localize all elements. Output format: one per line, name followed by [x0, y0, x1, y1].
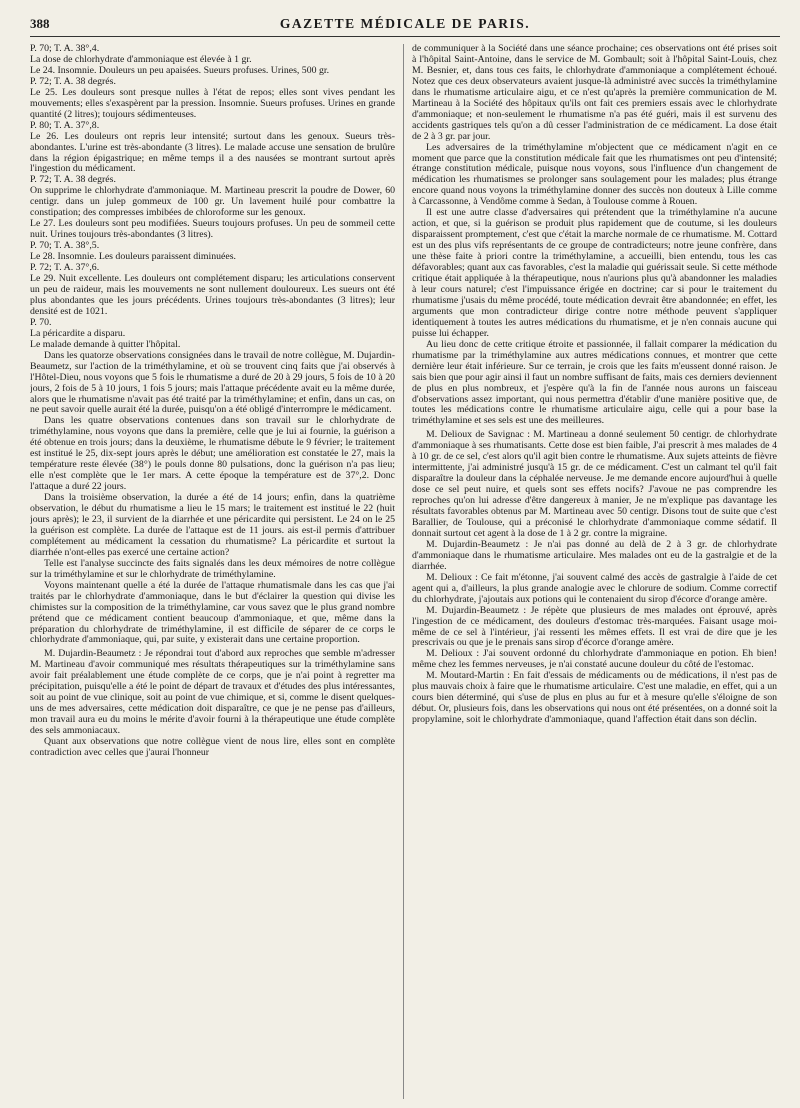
paragraph: Le 27. Les douleurs sont peu modifiées. Sueurs toujours profuses. Un peu de sommeil cette nuit. Urines toujours très-abondantes (3 litres). — [30, 218, 395, 241]
left-column — [30, 44, 395, 1099]
page-number: 388 — [30, 16, 50, 31]
paragraph: M. Dujardin-Beaumetz : Je répète que plusieurs de mes malades ont éprouvé, après l'ingestion de ce médicament, des douleurs d'estomac très-marquées. Faisant usage moi-même de ce sel à l'intérieur, j'ai ressenti les mêmes effets. Il est vrai de dire que je les prescrivais ou que je le prenais sans sirop d'écorce d'orange amère. — [412, 604, 777, 649]
paragraph: M. Dujardin-Beaumetz : Je répondrai tout d'abord aux reproches que semble m'adresser M. Martineau d'avoir communiqué mes résultats thérapeutiques sur la triméthylamine sans avoir fait préalablement une étude complète de ce corps, que je n'ai point à regretter ma précipitation, puisqu'elle a été le point de départ de travaux et d'études des plus intéressantes, soit au point de vue clinique, soit au point de vue chimique, et si, comme le disent quelques-uns de mes adversaires, cette médication doit disparaître, ce que je ne pense pas d'ailleurs, mon travail aura eu du moins le mérite d'avoir fourni à la thérapeutique une étude complète des sels ammoniacaux. — [30, 648, 395, 737]
paragraph: Telle est l'analyse succincte des faits signalés dans les deux mémoires de notre collègue sur la triméthylamine et sur le chlorhydrate de triméthylamine. — [30, 557, 395, 580]
paragraph: P. 72; T. A. 38 degrés. — [30, 75, 116, 87]
paragraph: P. 72; T. A. 38 degrés. — [30, 174, 116, 186]
paragraph: Le 29. Nuit excellente. Les douleurs ont complétement disparu; les articulations conservent un peu de raideur, mais les mouvements ne sont nullement douloureux. Les sueurs ont été plus abondantes que les jours précédents. Urines toujours très-abondantes (3 litres); leur densité est de 1021. — [30, 273, 395, 317]
paragraph: M. Delioux : J'ai souvent ordonné du chlorhydrate d'ammoniaque en potion. Eh bien! même chez les femmes nerveuses, je n'ai constaté aucune douleur du côté de l'estomac. — [412, 648, 777, 671]
paragraph: P. 80; T. A. 37°,8. — [30, 119, 100, 131]
paragraph: M. Delioux de Savignac : M. Martineau a donné seulement 50 centigr. de chlorhydrate d'ammoniaque à ses rhumatisants. Cette dose est bien faible, J'ai prescrit à mes malades de 4 à 10 gr. de ce sel, c'est alors qu'il agit bien contre le rhumatisme. Aux sujets atteints de fièvre intermittente, j'ai administré jusqu'à 15 gr. de ce médicament. C'est un calmant tel qu'il fait disparaître la douleur dans la céphalée nerveuse. Je me demande encore aujourd'hui à quelle dose ce sel peut nuire, et quels sont ses effets nocifs? J'avoue ne pas comprendre les reproches qu'on lui adresse d'être dangereux à manier, Je ne m'explique pas davantage les résultats favorables obtenus par M. Martineau avec 50 centigr. Disons tout de suite que c'est Barallier, de Toulouse, qui a préconisé le chlorhydrate d'ammoniaque comme sédatif. Il donnait surtout cet agent à la dose de 1 à 2 gr. contre la migraine. — [412, 429, 777, 539]
journal-title: GAZETTE MÉDICALE DE PARIS. — [279, 16, 531, 31]
paragraph: M. Dujardin-Beaumetz : Je n'ai pas donné au delà de 2 à 3 gr. de chlorhydrate d'ammoniaque dans le rhumatisme articulaire. Mes malades ont eu de la gastralgie et de la diarrhée. — [412, 538, 777, 572]
paragraph: Le 24. Insomnie. Douleurs un peu apaisées. Sueurs profuses. Urines, 500 gr. — [30, 64, 330, 76]
header-rule — [30, 36, 780, 37]
paragraph: Il est une autre classe d'adversaires qui prétendent que la triméthylamine n'a aucune action, et que, si la guérison se produit plus rapidement que de coutume, si les douleurs disparaissent promptement, c'est que c'était la marche normale de ce rhumatisme. M. Cottard est un des plus vifs représentants de ce groupe de contradicteurs; notre jeune confrère, dans une thèse faite à priori contre la triméthylamine, a accueilli, bien entendu, tous les cas défavorables; quant aux cas favorables, c'est la maladie qui guérissait seule. Si cette méthode critique était appliquée à la thérapeutique, nous n'aurions plus qu'à abandonner les maladies à leur cours naturel; c'est l'impuissance érigée en doctrine; car si pour le traitement du rhumatisme j'usais du même procédé, toute médication devrait être abandonnée; en effet, les arguments que mon contradicteur dirige contre notre méthode peuvent s'appliquer identiquement à toutes les autres médications du rhumatisme, et je n'en connais aucune qui puisse lui échapper. — [412, 207, 777, 339]
paragraph: de communiquer à la Société dans une séance prochaine; ces observations ont été prises soit à l'hôpital Saint-Antoine, dans le service de M. Gombault; soit à l'hôpital Saint-Louis, chez M. Besnier, et, dans tous ces faits, le chlorhydrate d'ammoniaque a complétement échoué. Notez que ces deux observateurs avaient jusque-là administré avec succès la triméthylamine dans le rhumatisme articulaire aigu, et ce n'est qu'après la première communication de M. Martineau à la Société des hôpitaux qu'ils ont fait ces premiers essais avec le chlorhydrate d'ammoniaque; et non-seulement le rhumatisme n'a pas été guéri, mais il est survenu des accidents gastriques tels qu'on a dû cesser l'administration de ce médicament. La dose était de 2 à 3 gr. par jour. — [412, 44, 777, 142]
right-column — [412, 44, 777, 1099]
column-divider — [403, 44, 404, 1099]
paragraph: La dose de chlorhydrate d'ammoniaque est élevée à 1 gr. — [30, 53, 252, 65]
paragraph: Les adversaires de la triméthylamine m'objectent que ce médicament n'agit en ce moment que parce que la constitution médicale fait que les rhumatismes ont peu d'intensité; étrange constitution médicale, puisque nous voyons, sous l'influence d'un changement de médication les rhumatismes se prolonger sans soulagement pour les malades; plus étrange encore quand nous voyons la triméthylamine donner des succès non douteux à Lille comme à Carcassonne, à Vendôme comme à Sedan, à Toulouse comme à Rouen. — [412, 141, 777, 208]
paragraph: Dans la troisième observation, la durée a été de 14 jours; enfin, dans la quatrième observation, le début du rhumatisme a lieu le 15 mars; le traitement est institué le 22 (huit jours après); le 23, il survient de la diarrhée et une péricardite qui persistent. Le 24 on le 25 la guérison est complète. La durée de l'attaque est de 11 jours. ais est-il permis d'attribuer complétement au médicament la cessation du rhumatisme? La péricardite et surtout la diarrhée n'ont-elles pas exercé une certaine action? — [30, 492, 395, 558]
paragraph: Au lieu donc de cette critique étroite et passionnée, il fallait comparer la médication du rhumatisme par la triméthylamine aux autres médications connues, et montrer que cette dernière leur était inférieure. Sur ce terrain, je crois que les faits m'eussent donné raison. Je sais bien que pour agir ainsi il faut un nombre suffisant de faits, mais ces derniers deviennent de plus en plus nombreux, et j'espère qu'à la fin de l'année nous aurons un faisceau d'observations assez important, qui nous permettra d'établir d'une manière positive que, de toutes les médications contre le rhumatisme articulaire aigu, celle qui a pour base la triméthylamine et ses sels est une des meilleures. — [412, 338, 777, 427]
paragraph: Le 28. Insomnie. Les douleurs paraissent diminuées. — [30, 251, 236, 263]
paragraph: P. 70. — [30, 316, 52, 328]
paragraph: Le 26. Les douleurs ont repris leur intensité; surtout dans les genoux. Sueurs très-abondantes. L'urine est très-abondante (3 litres). Le malade accuse une sensation de brulûre dans la région épigastrique; en même temps il a des nausées se montrant surtout après l'ingestion du médicament. — [30, 130, 395, 175]
paragraph: M. Delioux : Ce fait m'étonne, j'ai souvent calmé des accès de gastralgie à l'aide de cet agent qui a, d'ailleurs, la plus grande analogie avec le chlorure de sodium. Comme correctif du chlorhydrate, j'ajoutais aux potions qui le contenaient du sirop d'écorce d'orange amère. — [412, 571, 777, 605]
paragraph: Dans les quatre observations contenues dans son travail sur le chlorhydrate de triméthylamine, nous voyons que dans la première, celle que je lui ai fournie, la guérison a été obtenue en trois jours; dans la deuxième, le rhumatisme débute le 9 février; le traitement est institué le 25, dix-sept jours après le début; une amélioration est constatée le 27, mais la température reste élevée (38°) le pouls donne 80 pulsations, donc la guérison n'a pas lieu; elle n'est complète que le 1er mars. A cette époque la température est de 37°,2. Donc l'attaque a duré 22 jours. — [30, 415, 395, 493]
paragraph: P. 70; T. A. 38°,5. — [30, 240, 100, 252]
paragraph: Quant aux observations que notre collègue vient de nous lire, elles sont en complète contradiction avec celles que j'aurai l'honneur — [30, 736, 395, 758]
paragraph: On supprime le chlorhydrate d'ammoniaque. M. Martineau prescrit la poudre de Dower, 60 centigr. dans un julep gommeux de 100 gr. Un lavement huilé pour combattre la constipation; des compresses imbibées de chloroforme sur les genoux. — [30, 185, 395, 219]
page-header — [30, 14, 780, 38]
paragraph: Dans les quatorze observations consignées dans le travail de notre collègue, M. Dujardin-Beaumetz, sur l'action de la triméthylamine, et où se trouvent cinq faits que j'ai observés à l'Hôtel-Dieu, nous voyons que 5 fois le rhumatisme a duré de 20 à 29 jours, 5 fois de 10 à 20 jours, 2 fois de 5 à 10 jours, 1 fois 5 jours; mais l'attaque précédente avait eu la même durée, alors que le rhumatisme n'avait pas été traité par la triméthylamine; et enfin, dans un cas, on ne peut savoir quelle aurait été la durée, puisqu'on a été obligé d'interrompre le médicament. — [30, 349, 395, 416]
paragraph: Le malade demande à quitter l'hôpital. — [30, 338, 181, 350]
paragraph: Voyons maintenant quelle a été la durée de l'attaque rhumatismale dans les cas que j'ai traités par le chlorhydrate d'ammoniaque, dans le but d'éclairer la question qui divise les chimistes sur la composition de la triméthylamine, car vous savez que le plus grand nombre prétend que ce médicament contient beaucoup d'ammoniaque, et que, même dans la préparation du chlorhydrate de triméthylamine, il est difficile de séparer de ce corps le chlorhydrate d'ammoniaque, qui, par suite, y existerait dans une certaine proportion. — [30, 579, 395, 646]
paragraph: P. 72; T. A. 37°,6. — [30, 262, 100, 274]
paragraph: M. Moutard-Martin : En fait d'essais de médicaments ou de médications, il n'est pas de plus mauvais choix à faire que le rhumatisme articulaire. C'est une maladie, en effet, qui a un cours bien déterminé, qui s'use de plus en plus au fur et à mesure qu'elle s'éloigne de son début. Or, plusieurs fois, dans les observations qui nous ont été présentées, on a donné soit la propylamine, soit le chlorhydrate d'ammoniaque, quand l'affection était dans son déclin. — [412, 670, 777, 726]
paragraph: La péricardite a disparu. — [30, 327, 126, 339]
paragraph: Le 25. Les douleurs sont presque nulles à l'état de repos; elles sont vives pendant les mouvements; elles s'exaspèrent par la pression. Insomnie. Sueurs profuses. Urines en grande quantité (2 litres); toujours sédimenteuses. — [30, 86, 395, 120]
paragraph: P. 70; T. A. 38°,4. — [30, 44, 100, 54]
